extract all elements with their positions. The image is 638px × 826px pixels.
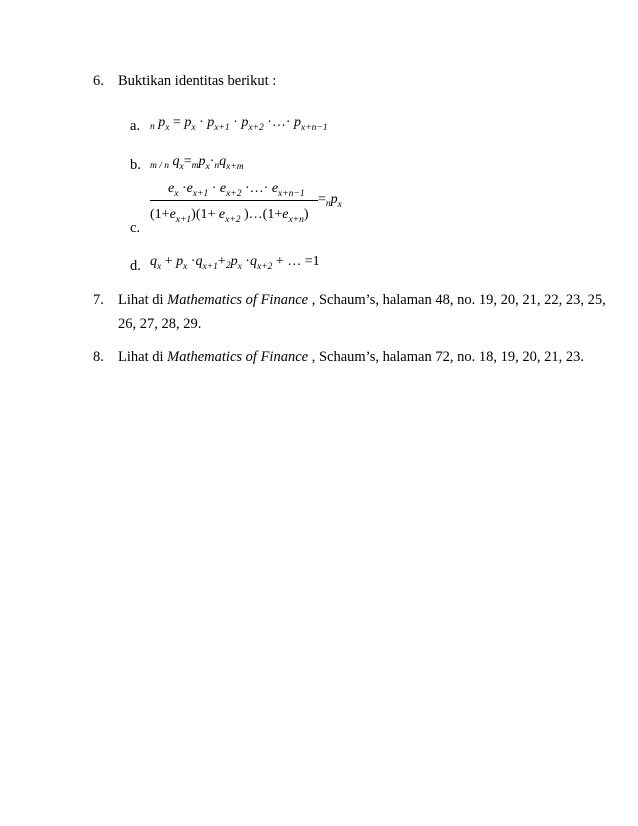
formula-b: $_{m / n}$ $q_x=_mp_x\cdot_nq_{x+m}$ bbox=[150, 154, 244, 172]
q8-prefix: Lihat di bbox=[118, 349, 168, 365]
formula-a: $_n$ $p_x = p_x \cdot p_{x+1} \cdot p_{x+2}$ ·…· $p_{x+n-1}$ bbox=[150, 115, 328, 133]
q6-instruction: Buktikan identitas berikut : bbox=[118, 73, 277, 89]
q6-item-a-label: a. bbox=[130, 118, 141, 134]
q6-item-b-label: b. bbox=[130, 157, 141, 173]
q8-number: 8. bbox=[93, 349, 104, 365]
q7-number: 7. bbox=[93, 292, 104, 308]
formula-d: $q_x + p_x \cdot q_{x+1}+_2p_x \cdot q_{x+2}$ + … =1 bbox=[150, 254, 320, 272]
q7-rest: , Schaum’s, halaman 48, no. 19, 20, 21, 22, 23, 25, bbox=[308, 292, 606, 308]
q7-line-1 bbox=[118, 293, 606, 308]
formula-c-denominator: $(1+e_{x+1})(1+ e_{x+2}$ )$\dots(1+e_{x+n})$ bbox=[150, 207, 309, 225]
q6-item-d-label: d. bbox=[130, 258, 141, 274]
formula-c-numerator: $e_x \cdot e_{x+1} \cdot e_{x+2}$ ·…· $e_{x+n-1}$ bbox=[168, 181, 305, 199]
formula-c-fraction-bar bbox=[150, 200, 318, 201]
q7-prefix: Lihat di bbox=[118, 292, 168, 308]
q8-book-title: Mathematics of Finance bbox=[167, 349, 309, 365]
q6-number: 6. bbox=[93, 73, 104, 89]
q6-item-c-label: c. bbox=[130, 220, 141, 236]
q8-line bbox=[118, 350, 584, 365]
q7-book-title: Mathematics of Finance bbox=[167, 292, 309, 308]
formula-c-result: $=_np_x$ bbox=[318, 192, 342, 210]
q7-line-2: 26, 27, 28, 29. bbox=[118, 316, 202, 332]
q8-rest: , Schaum’s, halaman 72, no. 18, 19, 20, 21, 23. bbox=[308, 349, 584, 365]
